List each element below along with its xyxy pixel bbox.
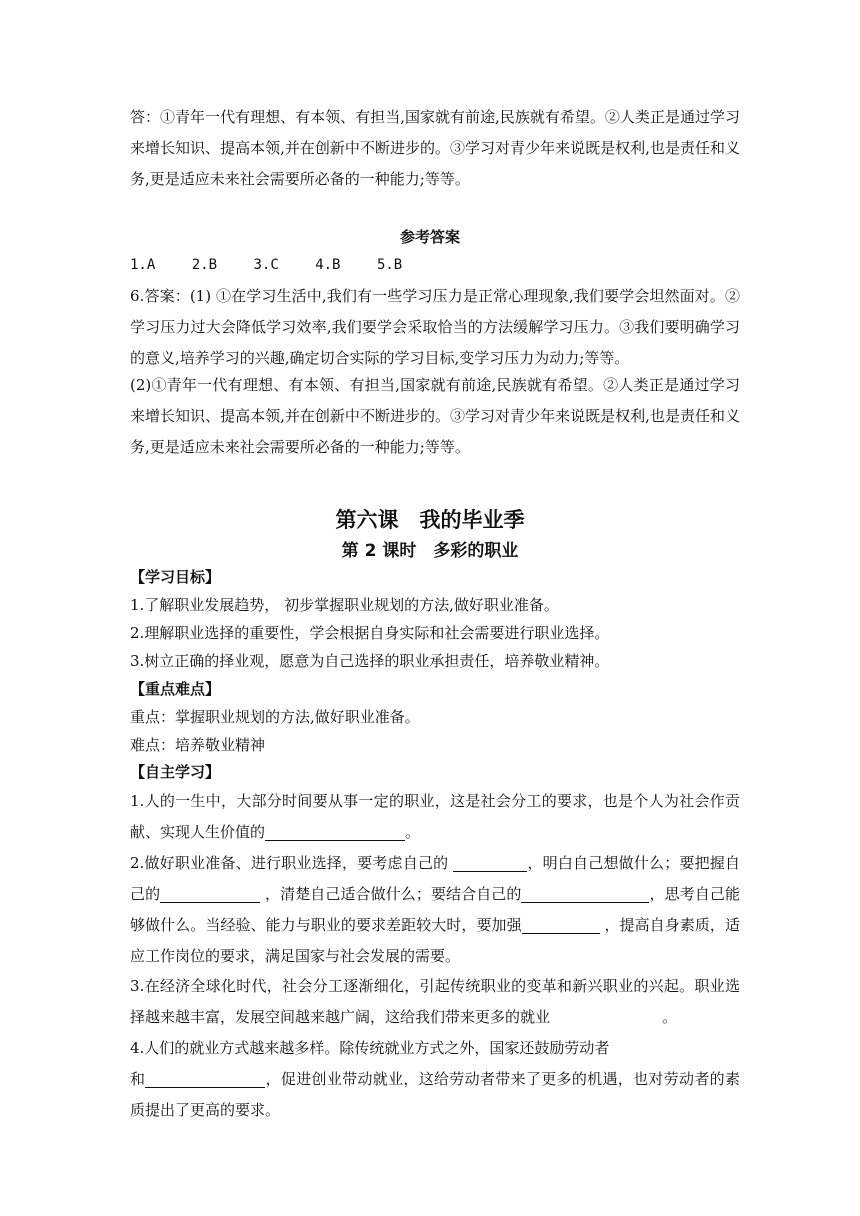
q3-end: 。	[662, 1008, 678, 1026]
objectives-heading: 【学习目标】	[130, 568, 221, 586]
choice-answer: 2.B	[191, 257, 218, 273]
q3-text: 3.在经济全球化时代，社会分工逐渐细化，引起传统职业的变革和新兴职业的兴起。职业选择越来越丰富，发展空间越来越广阔，这给我们带来更多的就业	[130, 977, 740, 1026]
self-study-q4	[130, 1033, 740, 1126]
q2-text: ，思考自己能够做什么。当经验、能力与职业的要求差距较大时，要加强	[130, 885, 740, 934]
key-point: 重点：掌握职业规划的方法,做好职业准备。	[130, 708, 420, 726]
difficult-point: 难点：培养敬业精神	[130, 736, 266, 754]
answer-blank[interactable]	[522, 915, 600, 934]
top-answer: 答：①青年一代有理想、有本领、有担当,国家就有前途,民族就有希望。②人类正是通过学习来增长知识、提高本领,并在创新中不断进步的。③学习对青少年来说既是权利,也是责任和义务,更是适应未来社会需要所必备的一种能力;等等。	[130, 108, 740, 188]
q4-text: ，促进创业带动就业，这给劳动者带来了更多的机遇，也对劳动者的素质提出了更高的要求。	[130, 1070, 740, 1119]
lesson-title: 第六课 我的毕业季	[335, 508, 525, 532]
lesson-subtitle: 第 2 课时 多彩的职业	[341, 541, 519, 561]
choice-answer: 1.A	[130, 257, 156, 273]
answer-blank[interactable]	[145, 1069, 265, 1088]
q4-text: 和	[130, 1070, 146, 1088]
q1-end: 。	[405, 823, 421, 841]
self-study-q1	[130, 786, 740, 848]
self-study-q2	[130, 848, 740, 972]
q1-text: 1.人的一生中，大部分时间要从事一定的职业，这是社会分工的要求，也是个人为社会作贡献、实现人生价值的	[130, 792, 740, 841]
key-points-heading: 【重点难点】	[130, 680, 221, 698]
self-study-q3	[130, 971, 740, 1033]
choice-answer: 5.B	[376, 257, 403, 273]
answer-blank[interactable]	[453, 853, 527, 872]
choice-answers	[130, 250, 740, 281]
q2-text: ，明白自己想做什么；要把握自己的	[130, 854, 740, 903]
self-study-heading: 【自主学习】	[130, 763, 221, 781]
choice-answer: 4.B	[315, 257, 341, 273]
q6-answer-part1: 6.答案：(1) ①在学习生活中,我们有一些学习压力是正常心理现象,我们要学会坦然面对。②学习压力过大会降低学习效率,我们要学会采取恰当的方法缓解学习压力。③我们要明确学习的意义,培养学习的兴趣,确定切合实际的学习目标,变学习压力为动力;等等。	[130, 287, 740, 367]
choice-answer: 3.C	[253, 257, 279, 273]
objective-item: 1.了解职业发展趋势， 初步掌握职业规划的方法,做好职业准备。	[130, 596, 559, 614]
q6-answer-part2: (2)①青年一代有理想、有本领、有担当,国家就有前途,民族就有希望。②人类正是通过学习来增长知识、提高本领,并在创新中不断进步的。③学习对青少年来说既是权利,也是责任和义务,更是适应未来社会需要所必备的一种能力;等等。	[130, 376, 740, 456]
q2-text: ，清楚自己适合做什么；要结合自己的	[265, 885, 522, 903]
answer-blank[interactable]	[160, 884, 260, 903]
answer-blank[interactable]	[521, 884, 649, 903]
reference-heading: 参考答案	[399, 228, 460, 246]
q4-text: 4.人们的就业方式越来越多样。除传统就业方式之外，国家还鼓励劳动者	[130, 1039, 610, 1057]
q2-text: 2.做好职业准备、进行职业选择，要考虑自己的	[130, 854, 449, 872]
objective-item: 3.树立正确的择业观，愿意为自己选择的职业承担责任，培养敬业精神。	[130, 652, 610, 670]
objective-item: 2.理解职业选择的重要性，学会根据自身实际和社会需要进行职业选择。	[130, 624, 610, 642]
answer-blank[interactable]	[265, 822, 405, 841]
q2-text: ，提高自身素质，适应工作岗位的要求，满足国家与社会发展的需要。	[130, 916, 740, 965]
